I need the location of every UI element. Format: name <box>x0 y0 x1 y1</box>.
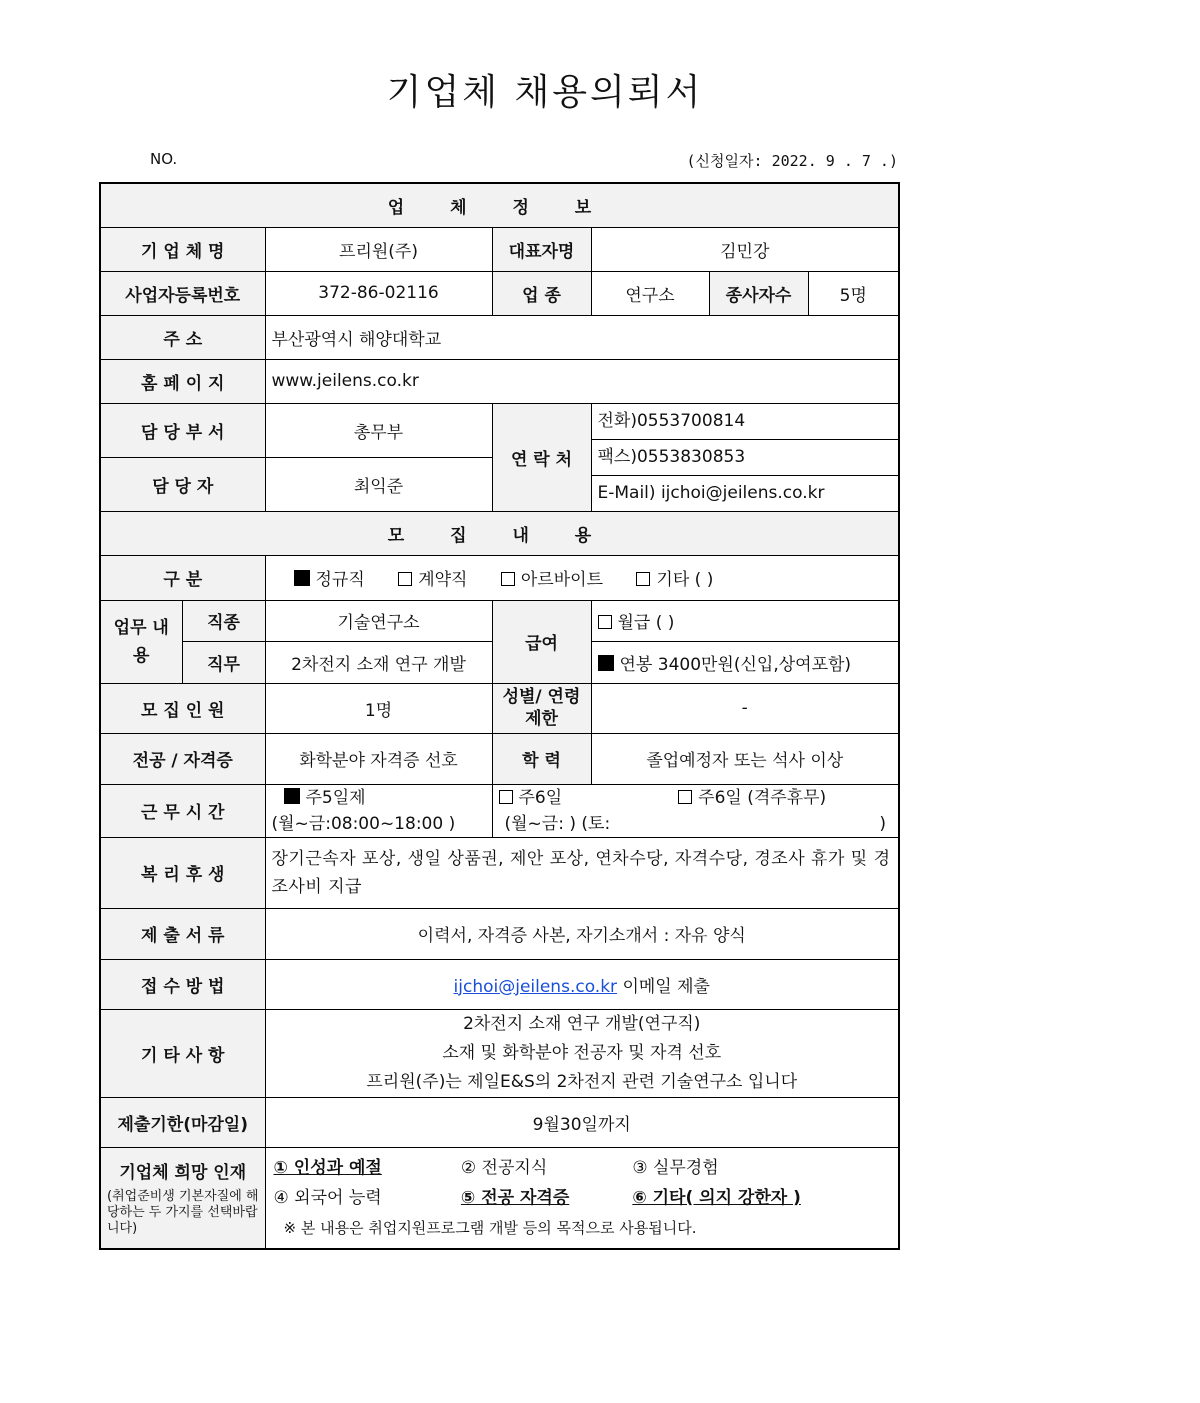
application-date: (신청일자: 2022. 9 . 7 .) <box>686 152 898 170</box>
salary-annual: 연봉 3400만원(신입,상여포함) <box>591 641 899 683</box>
staff-count-label: 종사자수 <box>709 271 808 315</box>
education-value: 졸업예정자 또는 석사 이상 <box>591 733 899 784</box>
education-label: 학 력 <box>492 733 591 784</box>
desired-talent-label: 기업체 희망 인재 (취업준비생 기본자질에 해당하는 두 가지를 선택바랍니다) <box>100 1147 265 1249</box>
ceo-label: 대표자명 <box>492 227 591 271</box>
employment-type-label: 구 분 <box>100 555 265 600</box>
checkbox-icon <box>499 790 513 804</box>
option-parttime[interactable]: 아르바이트 <box>501 570 603 590</box>
checkbox-icon <box>598 615 612 629</box>
address-value: 부산광역시 해양대학교 <box>265 315 899 359</box>
deadline-value: 9월30일까지 <box>265 1097 899 1147</box>
person-label: 담 당 자 <box>100 457 265 511</box>
contact-values <box>591 403 899 511</box>
homepage-value: www.jeilens.co.kr <box>265 359 899 403</box>
checkbox-icon <box>501 572 515 586</box>
talent-footnote: ※ 본 내용은 취업지원프로그램 개발 등의 목적으로 사용됩니다. <box>283 1218 697 1237</box>
application-method-value: ijchoi@jeilens.co.kr 이메일 제출 <box>265 959 899 1009</box>
duty-value: 2차전지 소재 연구 개발 <box>265 641 492 683</box>
documents-value: 이력서, 자격증 사본, 자기소개서 : 자유 양식 <box>265 908 899 959</box>
page-title: 기업체 채용의뢰서 <box>386 72 704 113</box>
checkbox-icon <box>678 790 692 804</box>
option-other[interactable]: 기타 ( ) <box>636 570 713 590</box>
talent-option-5[interactable]: ⑤ 전공 자격증 <box>460 1187 570 1208</box>
task-label: 업무 내용 <box>100 600 182 683</box>
option-regular[interactable]: 정규직 <box>294 570 365 590</box>
other-note-line: 소재 및 화학분야 전공자 및 자격 선호 <box>442 1042 722 1063</box>
person-value: 최익준 <box>265 457 492 511</box>
ceo-name: 김민강 <box>591 227 899 271</box>
welfare-value: 장기근속자 포상, 생일 상품권, 제안 포상, 연차수당, 자격수당, 경조사 휴가 및 경조사비 지급 <box>265 837 899 908</box>
application-method-label: 접 수 방 법 <box>100 959 265 1009</box>
other-note-line: 2차전지 소재 연구 개발(연구직) <box>463 1013 701 1034</box>
industry-label: 업 종 <box>492 271 591 315</box>
job-type-value: 기술연구소 <box>265 600 492 641</box>
section-recruitment: 모 집 내 용 <box>100 511 899 555</box>
document-number-label: NO. <box>150 150 178 168</box>
headcount-value: 1명 <box>265 683 492 733</box>
duty-label: 직무 <box>182 641 265 683</box>
job-type-label: 직종 <box>182 600 265 641</box>
deadline-label: 제출기한(마감일) <box>100 1097 265 1147</box>
staff-count: 5명 <box>808 271 899 315</box>
company-name-label: 기 업 체 명 <box>100 227 265 271</box>
checkbox-icon <box>636 572 650 586</box>
talent-option-2[interactable]: ② 전공지식 <box>460 1157 548 1178</box>
contact-label: 연 락 처 <box>492 403 591 511</box>
desired-talent-options <box>265 1147 899 1249</box>
fax-number: 팩스)0553830853 <box>592 439 899 475</box>
department-label: 담 당 부 서 <box>100 403 265 457</box>
checked-box-icon <box>284 788 300 804</box>
checked-box-icon <box>598 655 614 671</box>
option-contract[interactable]: 계약직 <box>398 570 467 590</box>
desired-talent-note: (취업준비생 기본자질에 해당하는 두 가지를 선택바랍니다) <box>107 1188 259 1236</box>
homepage-label: 홈 페 이 지 <box>100 359 265 403</box>
apply-email-link[interactable]: ijchoi@jeilens.co.kr <box>453 976 618 997</box>
gender-age-label: 성별/ 연령제한 <box>492 683 591 733</box>
department-value: 총무부 <box>265 403 492 457</box>
major-label: 전공 / 자격증 <box>100 733 265 784</box>
other-notes-label: 기 타 사 항 <box>100 1009 265 1097</box>
documents-label: 제 출 서 류 <box>100 908 265 959</box>
talent-option-3[interactable]: ③ 실무경험 <box>632 1157 719 1178</box>
contact-email: E-Mail) ijchoi@jeilens.co.kr <box>592 475 899 511</box>
talent-option-6[interactable]: ⑥ 기타( 의지 강한자 ) <box>632 1187 801 1208</box>
other-notes-value <box>265 1009 899 1097</box>
welfare-label: 복 리 후 생 <box>100 837 265 908</box>
talent-option-4[interactable]: ④ 외국어 능력 <box>273 1187 382 1208</box>
address-label: 주 소 <box>100 315 265 359</box>
other-note-line: 프리원(주)는 제일E&S의 2차전지 관련 기술연구소 입니다 <box>366 1071 798 1092</box>
work-hours-label: 근 무 시 간 <box>100 784 265 837</box>
checkbox-icon <box>398 572 412 586</box>
business-reg-number: 372-86-02116 <box>265 271 492 315</box>
salary-monthly: 월급 ( ) <box>591 600 899 641</box>
industry-value: 연구소 <box>591 271 709 315</box>
business-reg-label: 사업자등록번호 <box>100 271 265 315</box>
gender-age-value: - <box>591 683 899 733</box>
checked-box-icon <box>294 570 310 586</box>
headcount-label: 모 집 인 원 <box>100 683 265 733</box>
employment-type-options <box>265 555 899 600</box>
section-company-info: 업 체 정 보 <box>100 183 899 227</box>
recruitment-form-table <box>99 182 900 1250</box>
phone-number: 전화)0553700814 <box>597 410 746 431</box>
company-name: 프리원(주) <box>265 227 492 271</box>
work-hours-option-b: 주6일 주6일 (격주휴무) (월~금: ) (토: ) <box>492 784 899 837</box>
salary-label: 급여 <box>492 600 591 683</box>
major-value: 화학분야 자격증 선호 <box>265 733 492 784</box>
work-hours-option-a: 주5일제 (월~금:08:00~18:00 ) <box>265 784 492 837</box>
talent-option-1[interactable]: ① 인성과 예절 <box>273 1157 382 1178</box>
